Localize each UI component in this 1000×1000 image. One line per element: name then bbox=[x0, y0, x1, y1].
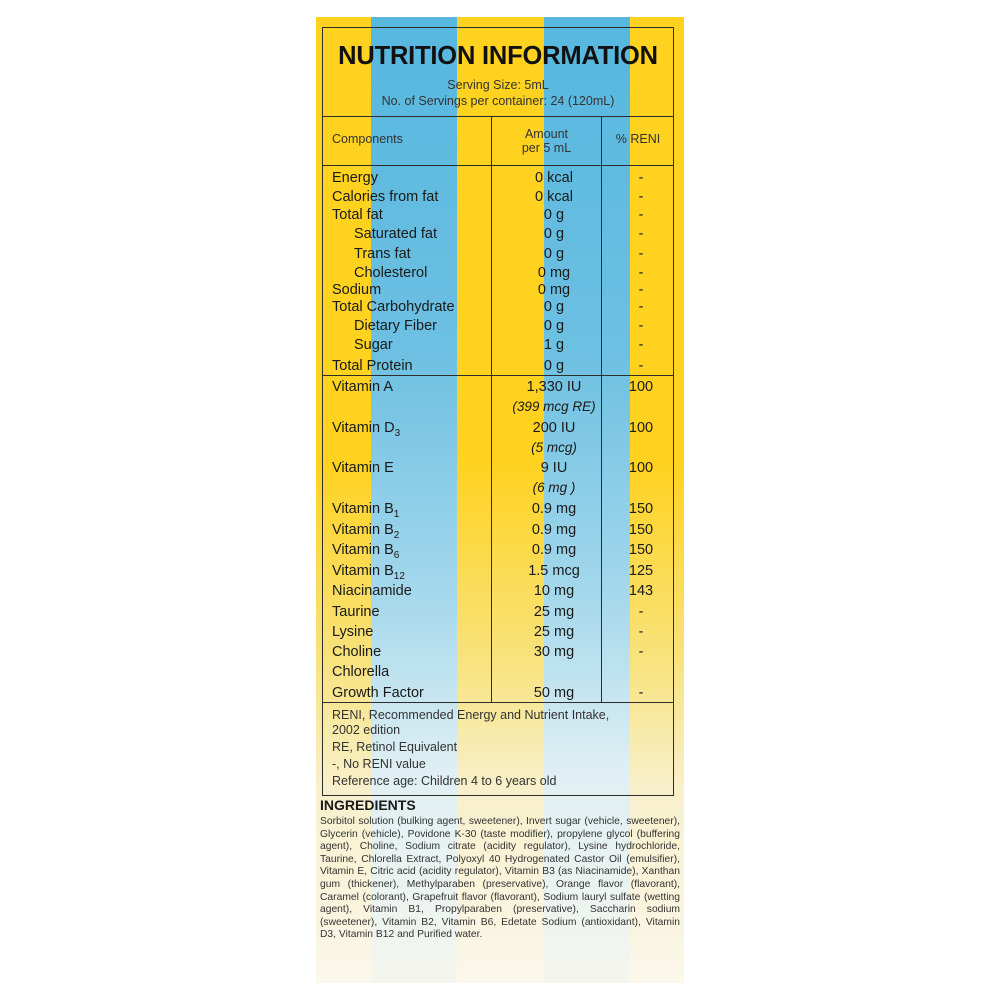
nutrient-reni: - bbox=[638, 282, 644, 298]
nutrition-panel bbox=[316, 17, 684, 983]
ingredients-text: Sorbitol solution (bulking agent, sweetener), Invert sugar (vehicle, sweetener), Glycerin (vehicle), Povidone K-30 (taste modifier), propylene glycol (buffering agent), Choline, Sodium citrate (acidity regulator), Lysine hydrochloride, Taurine, Chlorella Extract, Polyoxyl 40 Hydrogenated Castor Oil (emulsifier), Vitamin E, Citric acid (acidity regulator), Vitamin B3 (as Niacinamide), Xanthan gum (thickener), Methylparaben (preservative), Orange flavor (flavorant), Caramel (colorant), Grapefruit flavor (flavorant), Sodium lauryl sulfate (wetting agent), Vitamin B1, Propylparaben (preservative), Saccharin sodium (sweetener), Vitamin B2, Vitamin B6, Edetate Sodium (antioxidant), Vitamin D3, Vitamin B12 and Purified water. bbox=[320, 816, 680, 941]
vitamin-row bbox=[323, 623, 673, 643]
nutrient-amount: 0 g bbox=[543, 207, 565, 223]
vitamin-subscript: 6 bbox=[393, 550, 400, 561]
vitamin-amount: 10 mg bbox=[533, 583, 575, 599]
nutrient-amount: 0 mg bbox=[537, 282, 571, 298]
vitamin-name: Vitamin A bbox=[332, 379, 393, 395]
vitamin-name: Lysine bbox=[332, 624, 374, 640]
nutrient-name: Trans fat bbox=[354, 246, 411, 262]
nutrient-name: Cholesterol bbox=[354, 265, 428, 281]
vitamin-note-row bbox=[323, 440, 673, 457]
vitamin-amount: 1,330 IU bbox=[526, 379, 582, 395]
vitamin-reni: - bbox=[638, 604, 644, 620]
vitamin-reni: 100 bbox=[628, 460, 654, 476]
vitamin-reni: 150 bbox=[628, 522, 654, 538]
nutrient-reni: - bbox=[638, 299, 644, 315]
vitamin-name: Choline bbox=[332, 644, 382, 660]
vitamin-reni: - bbox=[638, 644, 644, 660]
vitamin-amount: 25 mg bbox=[533, 624, 575, 640]
vitamin-row bbox=[323, 562, 673, 582]
vitamin-reni: 125 bbox=[628, 563, 654, 579]
vitamin-note: (6 mg ) bbox=[532, 480, 576, 495]
header-components: Components bbox=[332, 132, 403, 146]
vitamin-name: Vitamin $B_6$ bbox=[332, 542, 400, 561]
vitamin-note-row bbox=[323, 399, 673, 416]
nutrient-amount: 0 mg bbox=[537, 265, 571, 281]
nutrient-name: Energy bbox=[332, 170, 378, 186]
header-divider bbox=[323, 165, 673, 166]
nutrient-row bbox=[323, 169, 673, 189]
reference-line: RENI, Recommended Energy and Nutrient Intake, bbox=[332, 708, 610, 722]
vitamin-row bbox=[323, 663, 673, 683]
nutrient-amount: 0 g bbox=[543, 318, 565, 334]
nutrient-name: Sugar bbox=[354, 337, 393, 353]
header-amount: Amount per 5 mL bbox=[521, 127, 572, 155]
vitamin-note-row bbox=[323, 480, 673, 497]
nutrient-amount: 1 g bbox=[543, 337, 565, 353]
reference-line: Reference age: Children 4 to 6 years old bbox=[332, 774, 557, 788]
vitamin-row bbox=[323, 378, 673, 398]
nutrient-amount: 0 kcal bbox=[535, 170, 573, 186]
nutrient-amount: 0 g bbox=[543, 358, 565, 374]
serving-size: Serving Size: 5mL bbox=[447, 78, 549, 92]
nutrient-name: Sodium bbox=[332, 282, 382, 298]
nutrient-amount: 0 g bbox=[543, 299, 565, 315]
nutrient-amount: 0 g bbox=[543, 226, 565, 242]
nutrient-name: Calories from fat bbox=[332, 189, 439, 205]
nutrition-table bbox=[322, 116, 674, 703]
vitamin-name: Vitamin $B_1$ bbox=[332, 501, 400, 520]
nutrient-amount: 0 kcal bbox=[535, 189, 573, 205]
vitamin-row bbox=[323, 582, 673, 602]
nutrient-row bbox=[323, 357, 673, 377]
vitamin-reni: - bbox=[638, 624, 644, 640]
nutrient-row bbox=[323, 225, 673, 245]
nutrient-name: Saturated fat bbox=[354, 226, 438, 242]
reference-line: 2002 edition bbox=[332, 723, 401, 737]
vitamin-amount: 0.9 mg bbox=[531, 542, 577, 558]
vitamin-subscript: 1 bbox=[393, 509, 400, 520]
vitamin-reni: 150 bbox=[628, 542, 654, 558]
nutrient-amount: 0 g bbox=[543, 246, 565, 262]
vitamin-name: Vitamin E bbox=[332, 460, 394, 476]
nutrient-row bbox=[323, 188, 673, 208]
vitamin-name: Chlorella bbox=[332, 664, 390, 680]
vitamin-subscript: 2 bbox=[393, 530, 400, 541]
vitamin-note: (399 mcg RE) bbox=[512, 399, 596, 414]
nutrient-row bbox=[323, 317, 673, 337]
vitamin-subscript: 3 bbox=[394, 428, 401, 439]
nutrient-reni: - bbox=[638, 246, 644, 262]
vitamin-amount: 50 mg bbox=[533, 685, 575, 701]
nutrient-row bbox=[323, 336, 673, 356]
vitamin-amount: 30 mg bbox=[533, 644, 575, 660]
nutrient-name: Total Protein bbox=[332, 358, 413, 374]
vitamin-amount: 9 IU bbox=[540, 460, 568, 476]
vitamin-reni: 143 bbox=[628, 583, 654, 599]
reference-line: -, No RENI value bbox=[332, 757, 426, 771]
vitamin-note: (5 mcg) bbox=[531, 440, 577, 455]
nutrient-reni: - bbox=[638, 170, 644, 186]
vitamin-name: Vitamin $B_{12}$ bbox=[332, 563, 405, 582]
reference-line: RE, Retinol Equivalent bbox=[332, 740, 458, 754]
reference-notes bbox=[322, 703, 674, 796]
vitamin-reni: - bbox=[638, 685, 644, 701]
vitamin-reni: 100 bbox=[628, 420, 654, 436]
vitamin-row bbox=[323, 684, 673, 704]
nutrient-reni: - bbox=[638, 265, 644, 281]
nutrient-name: Total Carbohydrate bbox=[332, 299, 455, 315]
nutrient-reni: - bbox=[638, 318, 644, 334]
vitamin-reni: 100 bbox=[628, 379, 654, 395]
nutrient-reni: - bbox=[638, 358, 644, 374]
nutrient-reni: - bbox=[638, 189, 644, 205]
nutrient-reni: - bbox=[638, 337, 644, 353]
vitamin-amount: 0.9 mg bbox=[531, 522, 577, 538]
vitamin-name: Growth Factor bbox=[332, 685, 424, 701]
vitamin-name: Niacinamide bbox=[332, 583, 412, 599]
vitamin-name: Taurine bbox=[332, 604, 380, 620]
header-box bbox=[322, 27, 674, 116]
nutrient-name: Total fat bbox=[332, 207, 383, 223]
vitamin-subscript: 12 bbox=[393, 571, 405, 582]
ingredients-title: INGREDIENTS bbox=[320, 797, 416, 813]
vitamin-amount: 200 IU bbox=[532, 420, 576, 436]
nutrient-reni: - bbox=[638, 207, 644, 223]
vitamin-amount: 1.5 mcg bbox=[528, 563, 580, 579]
vitamin-name: Vitamin $D_3$ bbox=[332, 420, 401, 439]
vitamin-row bbox=[323, 419, 673, 439]
vitamin-row bbox=[323, 521, 673, 541]
vitamin-row bbox=[323, 643, 673, 663]
vitamin-amount: 0.9 mg bbox=[531, 501, 577, 517]
vitamin-row bbox=[323, 603, 673, 623]
nutrient-name: Dietary Fiber bbox=[354, 318, 437, 334]
vitamin-name: Vitamin $B_2$ bbox=[332, 522, 400, 541]
nutrient-reni: - bbox=[638, 226, 644, 242]
vitamin-row bbox=[323, 500, 673, 520]
nutrient-row bbox=[323, 206, 673, 226]
vitamin-row bbox=[323, 459, 673, 479]
page-title: NUTRITION INFORMATION bbox=[338, 42, 658, 70]
servings-per-container: No. of Servings per container: 24 (120mL) bbox=[381, 94, 615, 108]
nutrient-row bbox=[323, 298, 673, 318]
vitamin-amount: 25 mg bbox=[533, 604, 575, 620]
nutrient-row bbox=[323, 245, 673, 265]
header-reni: % RENI bbox=[615, 132, 661, 146]
vitamin-row bbox=[323, 541, 673, 561]
vitamin-reni: 150 bbox=[628, 501, 654, 517]
